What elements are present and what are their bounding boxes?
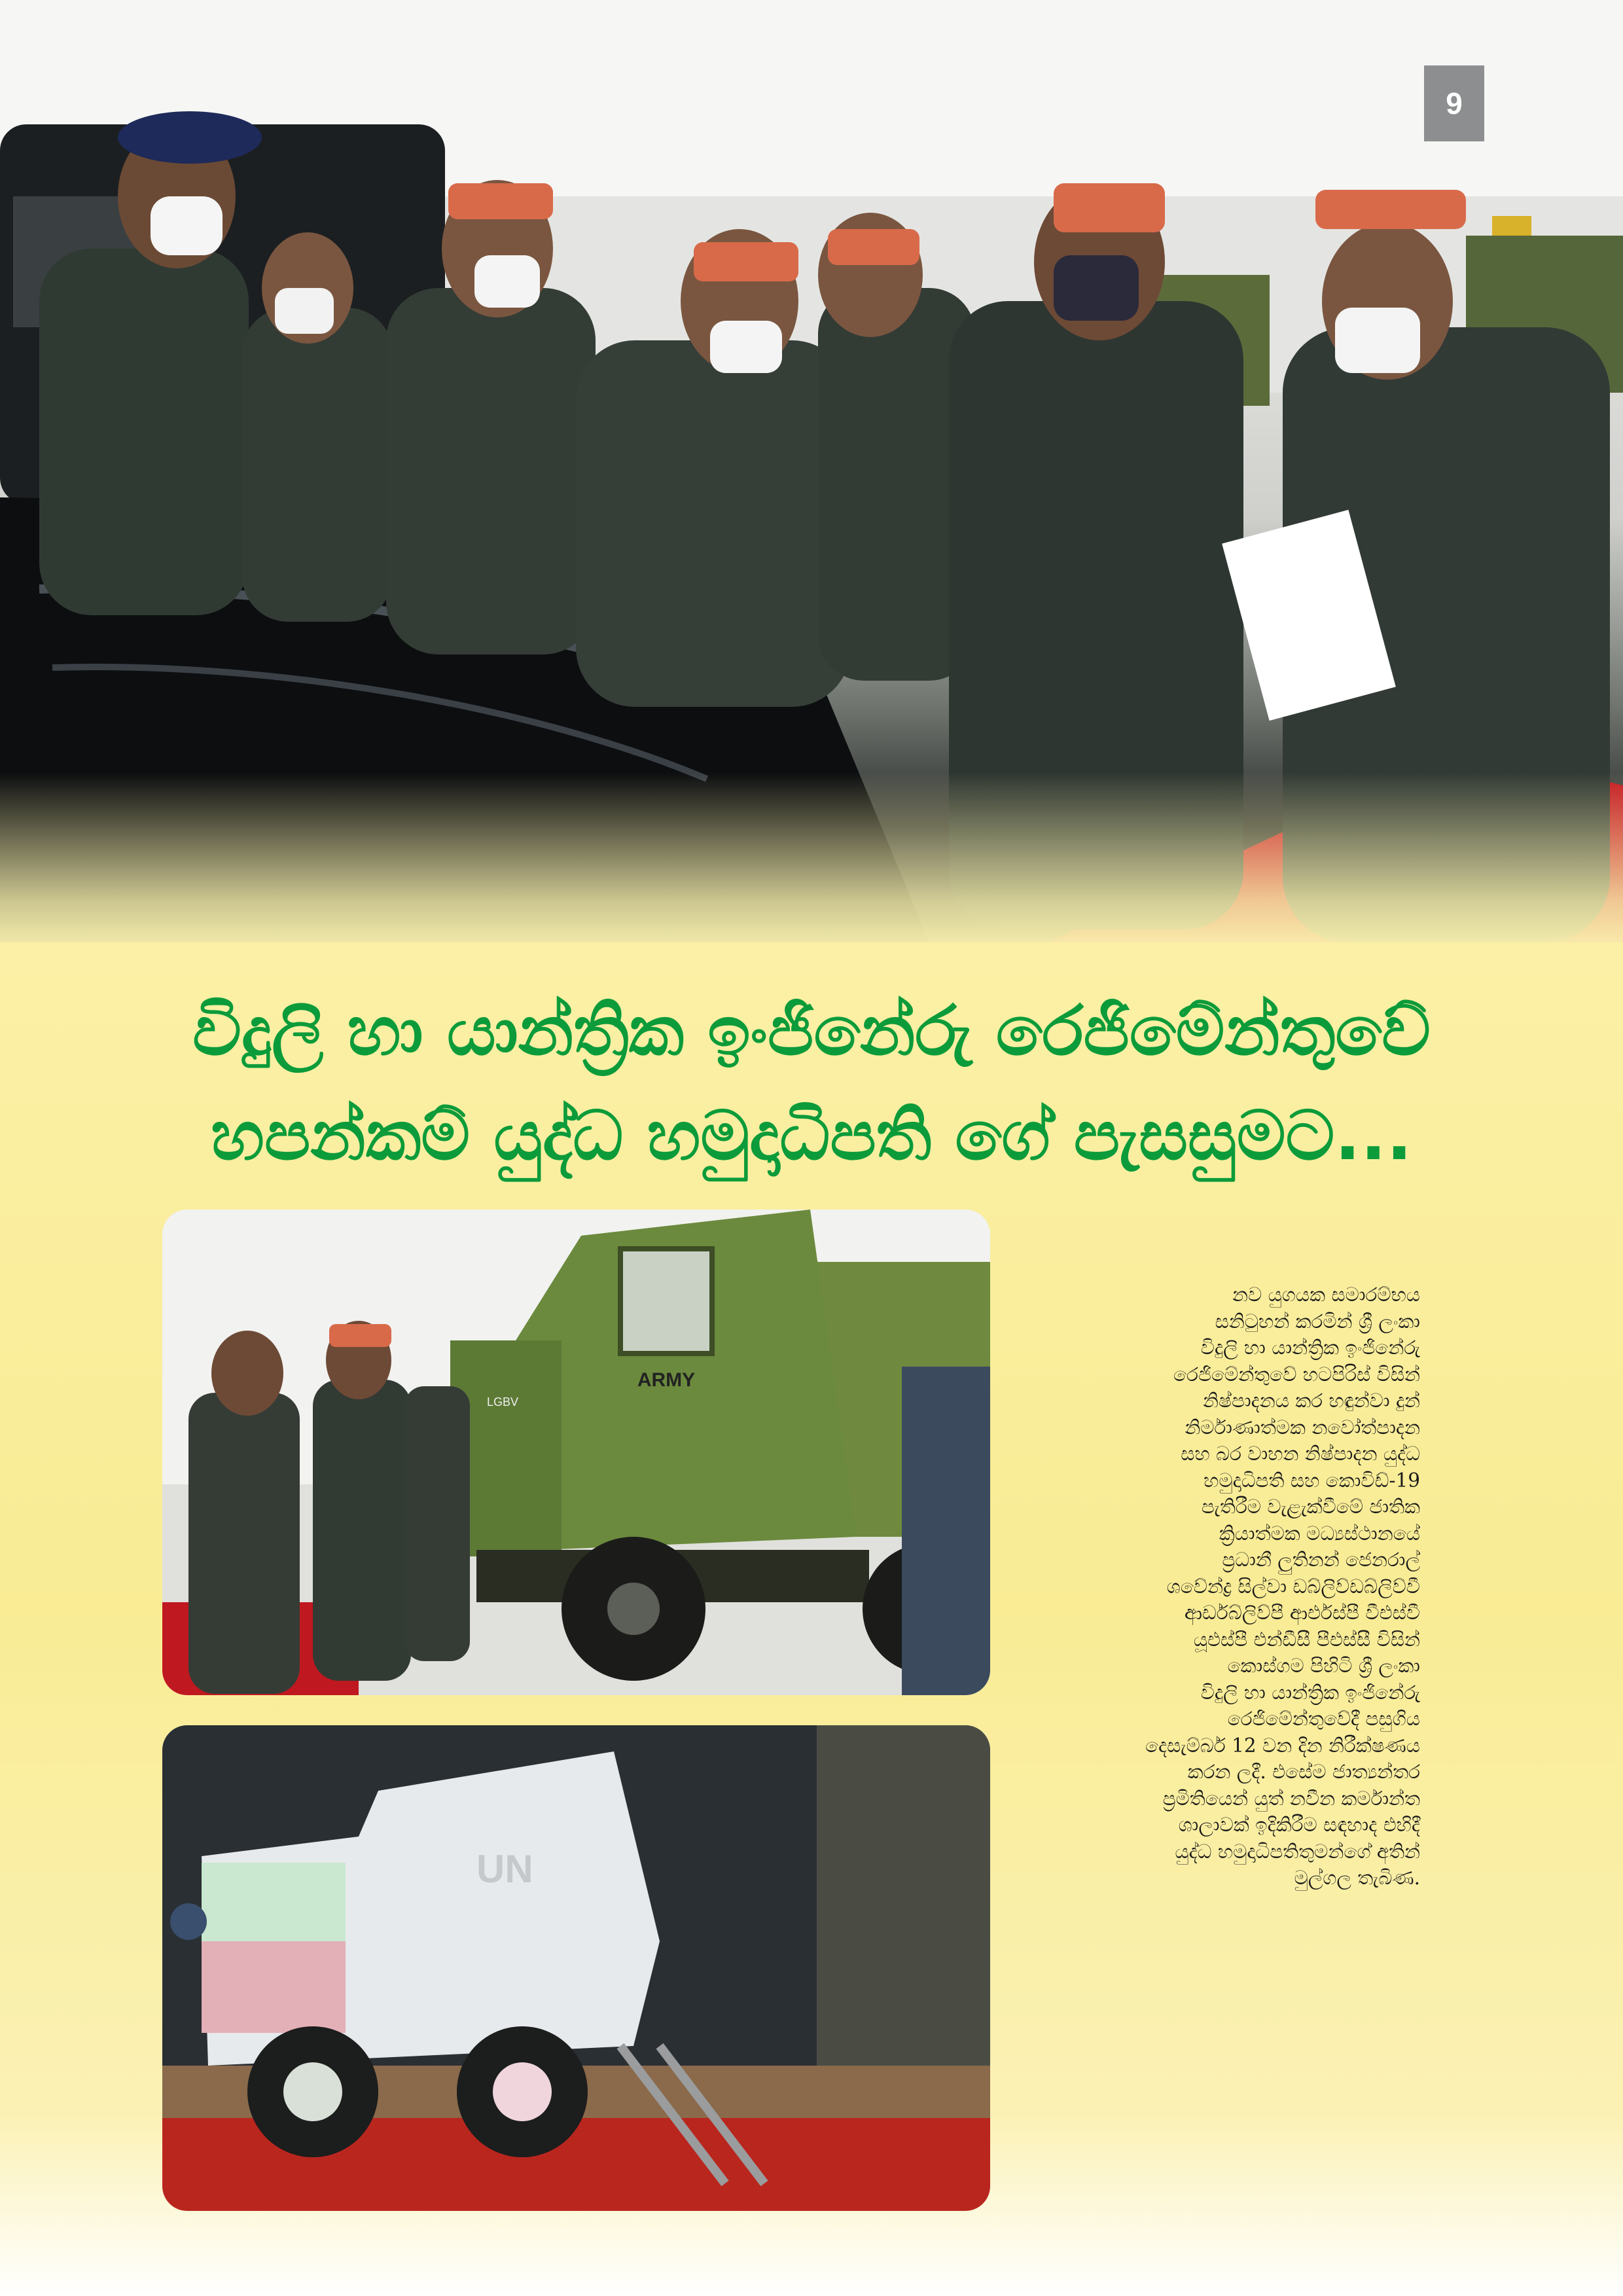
- page-number: 9: [1446, 86, 1463, 120]
- headline-line-1: විදුලි හා යාන්ත්‍රික ඉංජිනේරු රෙජිමේන්තුවේ: [192, 991, 1431, 1071]
- article-line: සහ බර වාහන නිෂ්පාදන යුද්ධ: [1181, 1443, 1420, 1465]
- article-line: පැතිරීම වැළැක්වීමේ ජාතික: [1201, 1496, 1420, 1518]
- article-line: විදුලි හා යාන්ත්‍රික ඉංජිනේරු: [1200, 1681, 1420, 1704]
- hero-photo: [0, 0, 1623, 942]
- article-line: ප්‍රමිතියෙන් යුත් නවීන කර්මාන්ත: [1162, 1787, 1420, 1810]
- armoured-vehicle-illustration: [162, 1725, 990, 2211]
- article-line: නව යුගයක සමාරම්භය: [1232, 1283, 1420, 1306]
- article-line: යුද්ධ හමුදාධිපතිතුමන්ගේ අතින්: [1175, 1840, 1420, 1863]
- photo-army-truck: [162, 1210, 990, 1695]
- truck-label: ARMY: [637, 1369, 696, 1391]
- hero-fade: [0, 772, 1623, 942]
- headline-line-2: හපන්කම් යුද්ධ හමුදාධිපති ගේ පැසසුමට...: [211, 1096, 1412, 1175]
- article-line: කරන ලදී. එසේම ජාත්‍යන්තර: [1187, 1761, 1420, 1783]
- article-line: නිෂ්පාදනය කර හඳුන්වා දුන්: [1203, 1390, 1420, 1412]
- article-body: [1021, 1282, 1420, 1892]
- article-line: රෙජිමේන්තුවේ හටපිරිස් විසින්: [1173, 1363, 1420, 1386]
- page-number-box: [1424, 65, 1484, 141]
- article-line: සනිටුහන් කරමින් ශ්‍රී ලංකා: [1215, 1310, 1420, 1333]
- vehicle-un-label: UN: [476, 1847, 533, 1891]
- article-line: ශවේන්ද්‍ර සිල්වා ඩබ්ලිව්ඩබ්ලිව්වී: [1166, 1575, 1420, 1598]
- article-line: යූඑස්පී එන්ඩීසී පීඑස්සී විසින්: [1193, 1628, 1420, 1651]
- photo-armoured-vehicle: [162, 1725, 990, 2211]
- article-line: ආර්ඩබ්ලිව්පී ආර්එස්පී වීඑස්වී: [1184, 1602, 1420, 1624]
- article-line: රෙජිමේන්තුවේදී පසුගිය: [1227, 1708, 1420, 1730]
- article-line: හමුදාධිපති සහ කොවිඩ්-19: [1204, 1469, 1420, 1492]
- article-line: ශාලාවක් ඉදිකිරීම සඳහාද එහිදී: [1178, 1814, 1420, 1836]
- article-line: විදුලි හා යාන්ත්‍රික ඉංජිනේරු: [1200, 1336, 1420, 1359]
- article-line: කොස්ගම පිහිටි ශ්‍රී ලංකා: [1227, 1655, 1420, 1677]
- army-truck-illustration: [162, 1210, 990, 1695]
- article-line: මුල්ගල තැබිණ.: [1294, 1867, 1420, 1889]
- article-line: නිර්මාණාත්මක නවෝත්පාදන: [1185, 1416, 1420, 1439]
- truck-plate-label: LGBV: [486, 1395, 519, 1408]
- article-line: ප්‍රධානී ලුතිනන් ජෙනරාල්: [1222, 1549, 1420, 1571]
- article-line: ක්‍රියාත්මක මධ්‍යස්ථානයේ: [1219, 1522, 1420, 1545]
- article-line: දෙසැම්බර් 12 වන දින නිරීක්ෂණය: [1145, 1734, 1420, 1757]
